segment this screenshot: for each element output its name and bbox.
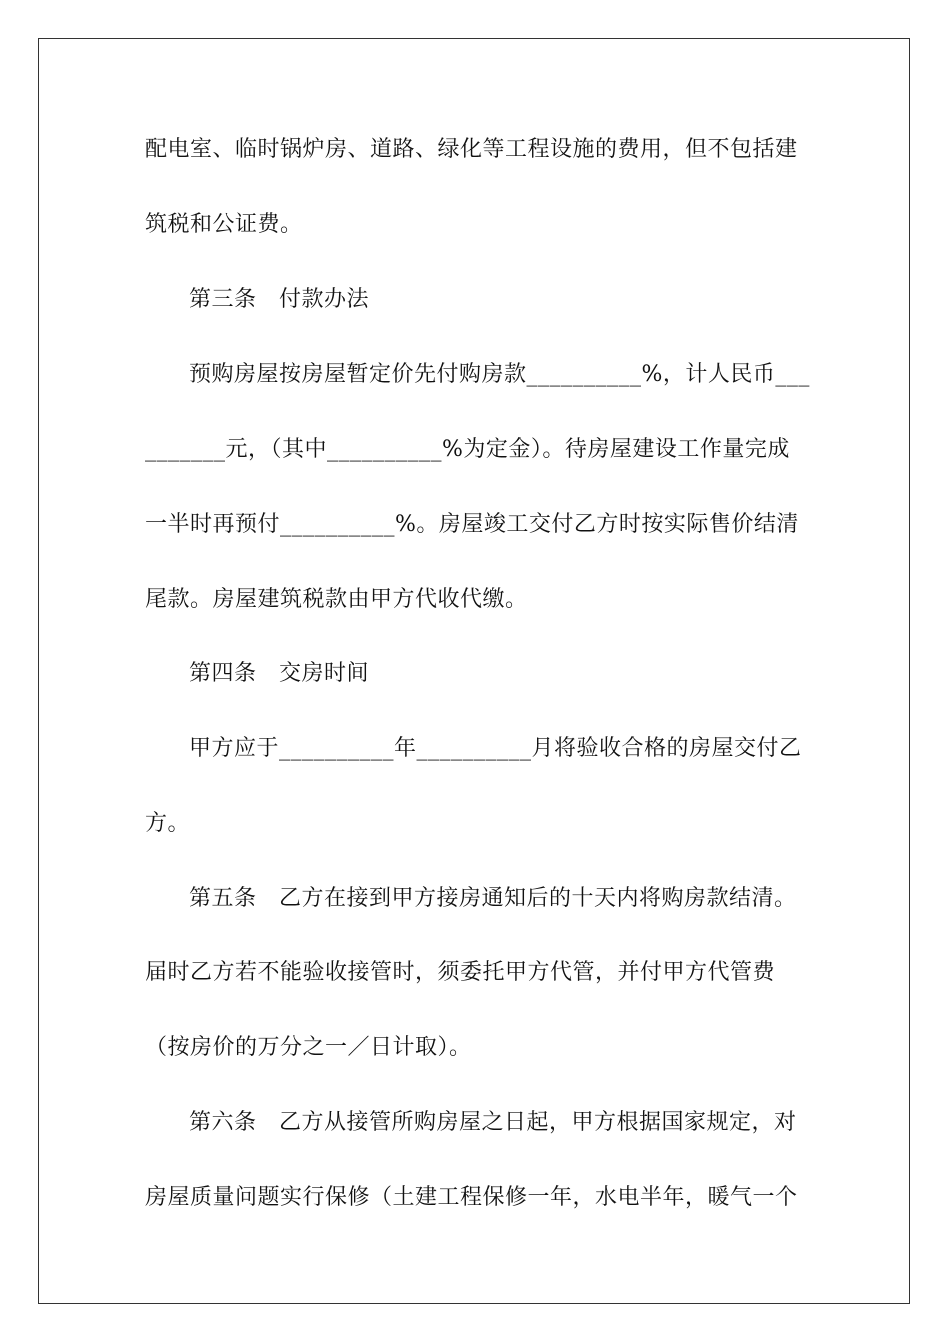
paragraph-line: 预购房屋按房屋暂定价先付购房款__________%，计人民币___: [189, 362, 810, 387]
section-heading-article-4: 第四条 交房时间: [189, 661, 370, 686]
section-heading-article-3: 第三条 付款办法: [189, 287, 370, 312]
paragraph-line: 方。: [145, 811, 191, 836]
paragraph-line: 甲方应于__________年__________月将验收合格的房屋交付乙: [189, 736, 802, 761]
section-article-6: 第六条 乙方从接管所购房屋之日起，甲方根据国家规定，对: [189, 1110, 797, 1135]
paragraph-line: （按房价的万分之一／日计取）。: [145, 1035, 472, 1060]
paragraph-line: _______元，（其中__________%为定金）。待房屋建设工作量完成: [145, 437, 790, 462]
paragraph-line: 尾款。房屋建筑税款由甲方代收代缴。: [145, 587, 528, 612]
paragraph-line: 房屋质量问题实行保修（土建工程保修一年，水电半年，暖气一个: [145, 1185, 798, 1210]
paragraph-line: 筑税和公证费。: [145, 212, 303, 237]
section-article-5: 第五条 乙方在接到甲方接房通知后的十天内将购房款结清。: [189, 886, 797, 911]
paragraph-line: 一半时再预付__________%。房屋竣工交付乙方时按实际售价结清: [145, 512, 799, 537]
paragraph-line: 届时乙方若不能验收接管时，须委托甲方代管，并付甲方代管费: [145, 960, 776, 985]
paragraph-line: 配电室、临时锅炉房、道路、绿化等工程设施的费用，但不包括建: [145, 137, 798, 162]
